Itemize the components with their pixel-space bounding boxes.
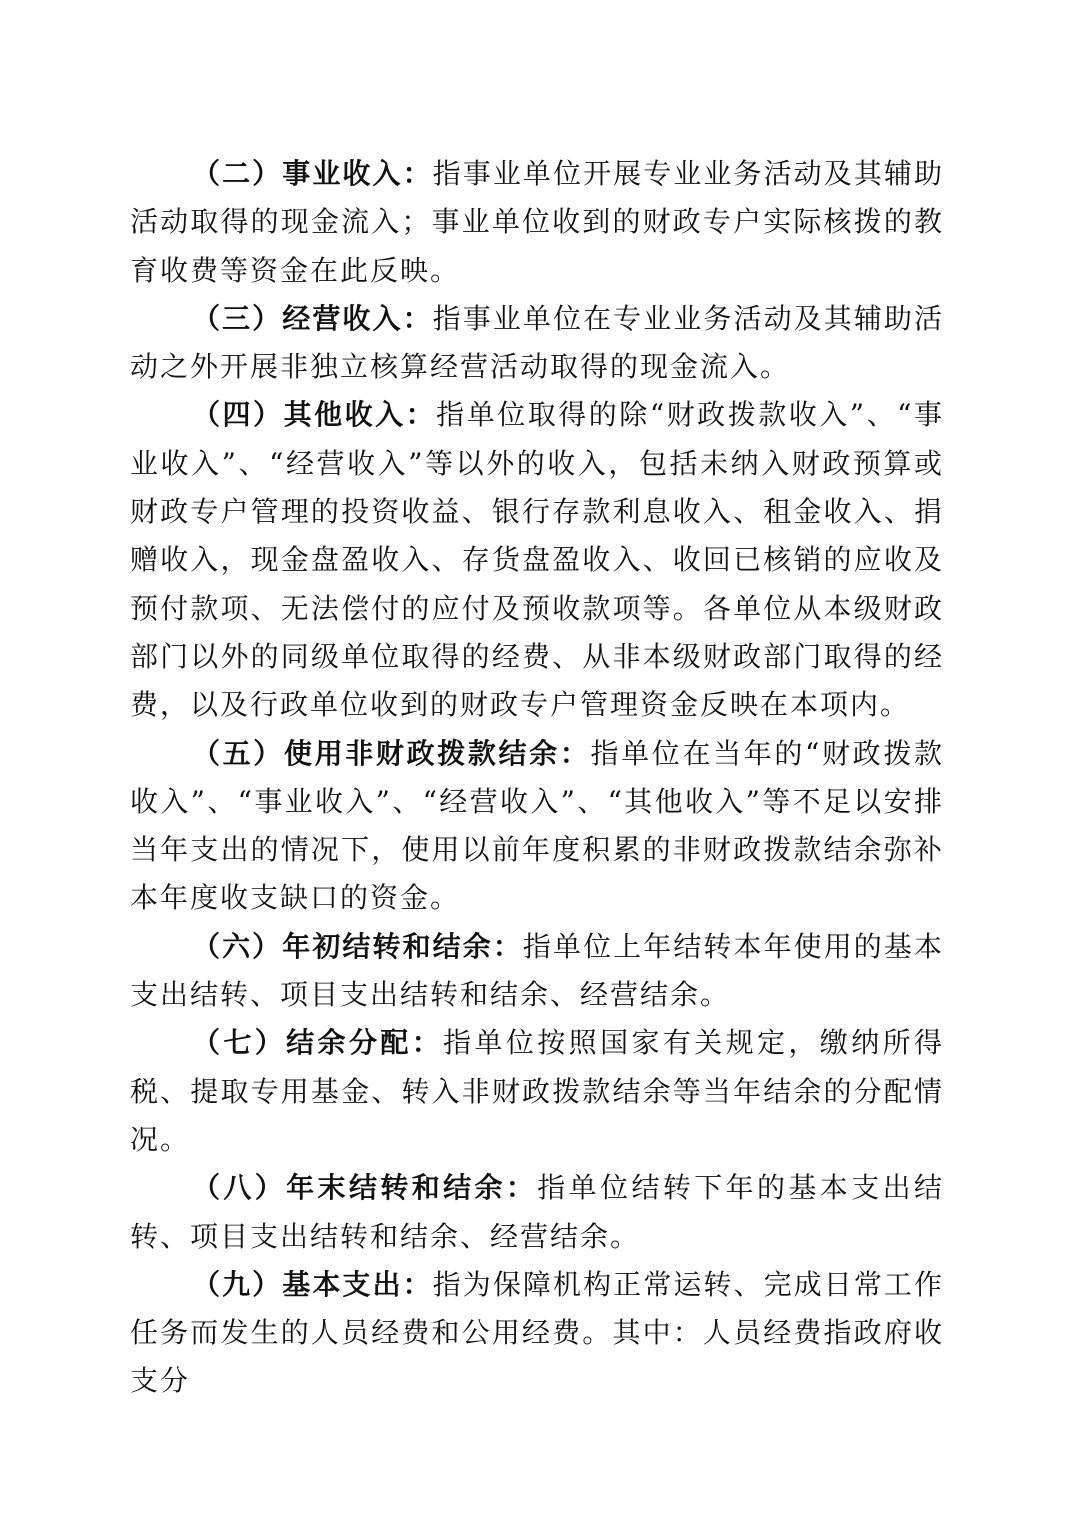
paragraph-body: 指单位结转下年的基本支出结转、项目支出结转和结余、经营结余。 (130, 1171, 944, 1253)
paragraph-heading: （五）使用非财政拨款结余： (192, 736, 591, 770)
paragraph-heading: （七）结余分配： (192, 1026, 444, 1060)
paragraph-body: 指单位取得的除“财政拨款收入”、“事业收入”、“经营收入”等以外的收入，包括未纳入财政预算或财政专户管理的投资收益、银行存款利息收入、租金收入、捐赠收入，现金盘盈收入、存货盘盈收入、收回已核销的应收及预付款项、无法偿付的应付及预收款项等。各单位从本级财政部门以外的同级单位取得的经费、从非本级财政部门取得的经费，以及行政单位收到的财政专户管理资金反映在本项内。 (130, 398, 944, 722)
paragraph-business-income (130, 150, 944, 295)
paragraph-operating-income (130, 295, 944, 392)
paragraph-body: 指单位在当年的“财政拨款收入”、“事业收入”、“经营收入”、“其他收入”等不足以安排当年支出的情况下，使用以前年度积累的非财政拨款结余弥补本年度收支缺口的资金。 (130, 736, 944, 915)
paragraph-body: 指事业单位开展专业业务活动及其辅助活动取得的现金流入；事业单位收到的财政专户实际核拨的教育收费等资金在此反映。 (130, 157, 944, 287)
paragraph-basic-expenditure (130, 1261, 944, 1406)
paragraph-heading: （二）事业收入： (192, 157, 433, 190)
paragraph-other-income (130, 391, 944, 729)
paragraph-closing-balance (130, 1164, 944, 1261)
paragraph-non-fiscal-surplus (130, 730, 944, 923)
paragraph-body: 指单位上年结转本年使用的基本支出结转、项目支出结转和结余、经营结余。 (130, 929, 944, 1012)
paragraph-heading: （八）年末结转和结余： (192, 1171, 538, 1205)
document-page (130, 150, 944, 1406)
paragraph-opening-balance (130, 923, 944, 1020)
paragraph-heading: （六）年初结转和结余： (192, 929, 523, 963)
paragraph-body: 指事业单位在专业业务活动及其辅助活动之外开展非独立核算经营活动取得的现金流入。 (130, 301, 944, 384)
paragraph-body: 指单位按照国家有关规定，缴纳所得税、提取专用基金、转入非财政拨款结余等当年结余的分配情况。 (130, 1026, 944, 1156)
paragraph-body: 指为保障机构正常运转、完成日常工作任务而发生的人员经费和公用经费。其中：人员经费指政府收支分 (130, 1267, 944, 1398)
paragraph-heading: （四）其他收入： (192, 398, 437, 432)
paragraph-surplus-distribution (130, 1019, 944, 1164)
paragraph-heading: （九）基本支出： (192, 1267, 433, 1301)
paragraph-heading: （三）经营收入： (192, 301, 433, 335)
